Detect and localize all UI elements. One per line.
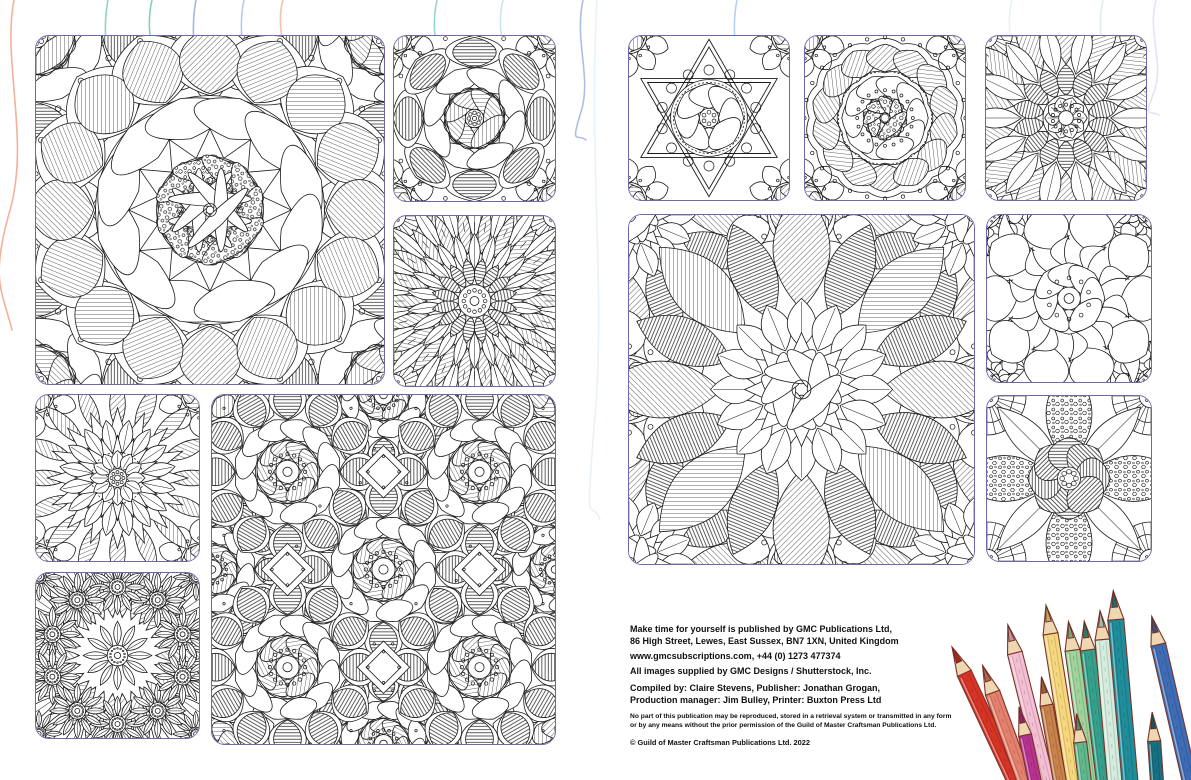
colophon-credits-line-1: Compiled by: Claire Stevens, Publisher: Jonathan Grogan,	[630, 682, 881, 693]
colophon-credits-line-2: Production manager: Jim Bulley, Printer: Buxton Press Ltd	[630, 695, 882, 706]
coloring-tile-2	[393, 35, 556, 202]
colophon-legal-line-1: No part of this publication may be reproduced, stored in a retrieval system or transmitted in any form	[630, 713, 952, 721]
colophon-images-line: All images supplied by GMC Designs / Shutterstock, Inc.	[630, 665, 872, 676]
coloring-tile-9	[985, 35, 1147, 201]
colophon-copyright-line: © Guild of Master Craftsman Publications Ltd. 2022	[630, 737, 810, 747]
colophon-contact-line: www.gmcsubscriptions.com, +44 (0) 1273 477374	[630, 650, 841, 661]
coloring-tile-11	[986, 214, 1152, 383]
coloring-tile-7	[628, 35, 790, 201]
coloring-tile-5	[35, 572, 200, 739]
colophon-legal-line-2: or by any means without the prior permission of the Guild of Master Craftsman Publications Ltd.	[630, 722, 937, 730]
colophon	[630, 623, 980, 747]
coloring-tile-10	[628, 214, 975, 565]
colophon-publisher-line-2: 86 High Street, Lewes, East Sussex, BN7 1XN, United Kingdom	[630, 636, 899, 647]
colophon-publisher-line-1: Make time for yourself is published by GMC Publications Ltd,	[630, 624, 893, 634]
coloring-tile-4	[35, 394, 200, 562]
coloring-tile-1	[35, 35, 385, 385]
coloring-tile-12	[986, 395, 1152, 562]
coloring-tile-3	[393, 215, 556, 387]
coloring-tile-6	[211, 394, 556, 745]
coloring-tile-8	[804, 35, 966, 201]
